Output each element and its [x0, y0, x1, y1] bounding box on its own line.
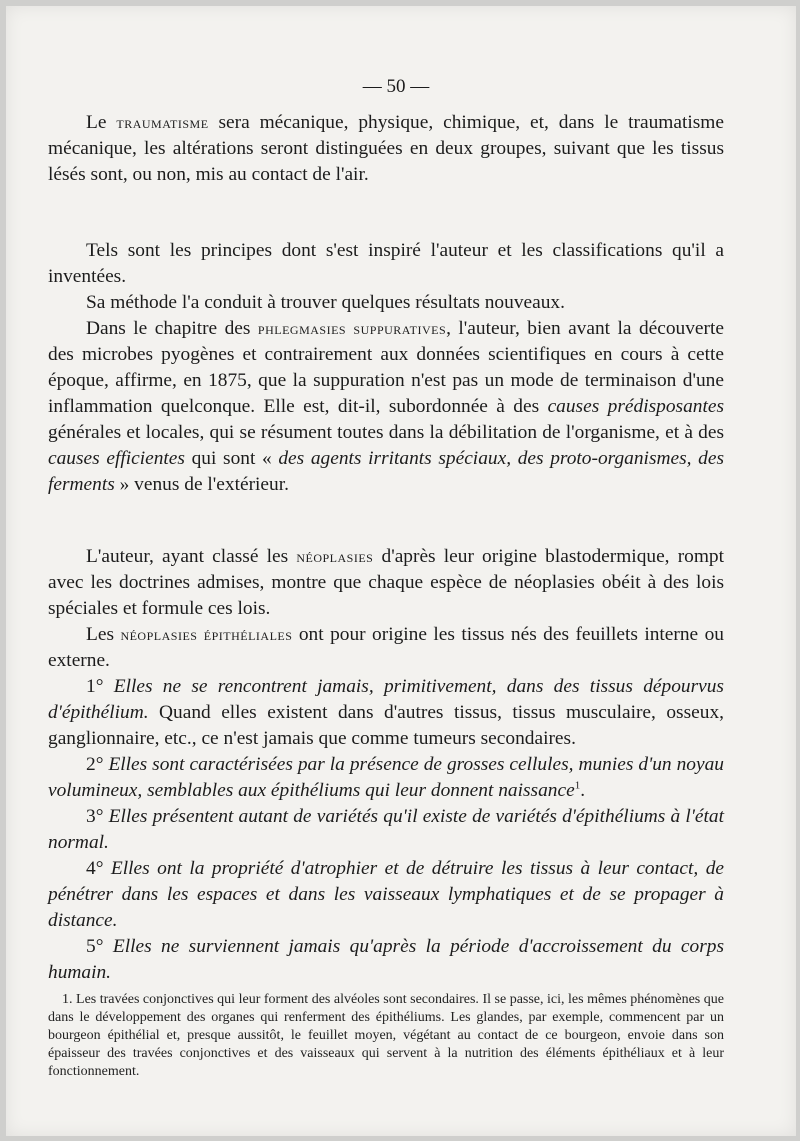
- paragraph-traumatisme: [48, 110, 724, 188]
- italic-run: Elles ne se rencontrent jamais, primitivement, dans des tissus dépourvus d'épithélium.: [48, 676, 724, 723]
- italic-run: causes prédisposantes: [547, 396, 724, 417]
- text-run: ont pour origine les tissus nés des feuillets interne ou externe.: [48, 624, 724, 671]
- italic-run: Elles sont caractérisées par la présence de grosses cellules, munies d'un noyau volumineux, semblables aux épithéliums qui leur donnent naissance: [48, 754, 724, 801]
- paragraph-principes: [48, 238, 724, 498]
- italic-run: des agents irritants spéciaux, des proto-organismes, des ferments: [48, 448, 724, 495]
- list-number: 3°: [86, 806, 109, 827]
- italic-run: causes efficientes: [48, 448, 185, 469]
- text-run: » venus de l'extérieur.: [114, 474, 289, 495]
- term-neoplasies-epitheliales: néoplasies épithéliales: [120, 625, 293, 644]
- page-number: — 50 —: [362, 76, 430, 97]
- list-number: 2°: [86, 754, 109, 775]
- footnote: 1. Les travées conjonctives qui leur forment des alvéoles sont secondaires. Il se passe, ici, les mêmes phénomènes que dans le développement des organes qui renferment des épithéliums. Les glandes, par exemple, commencent par un bourgeon épithélial et, presque aussitôt, le feuillet moyen, végétant au contact de ce bourgeon, envoie dans son épaisseur des travées conjonctives et des vaisseaux qui servent à la nutrition des éléments épithéliaux et à leur fonctionnement.: [48, 992, 724, 1079]
- footnote-ref: 1: [574, 779, 581, 792]
- text-run: qui sont «: [184, 448, 279, 469]
- text-run: , l'auteur, bien avant la découverte des microbes pyogènes et contrairement aux données scientifiques en cours à cette époque, affirme, en 1875, que la suppuration n'est pas un mode de terminaison d'une inflammation quelconque. Elle est, dit-il, subordonnée à des: [48, 318, 724, 417]
- text-run: .: [580, 780, 586, 801]
- text-run: Dans le chapitre des: [86, 318, 258, 339]
- text-run: Les: [86, 624, 121, 645]
- text-run: Le: [86, 112, 117, 133]
- text-run: d'après leur origine blastodermique, rompt avec les doctrines admises, montre que chaque espèce de néoplasies obéit à des lois spéciales et formule ces lois.: [48, 546, 725, 619]
- term-traumatisme: traumatisme: [116, 113, 209, 132]
- term-phlegmasies: phlegmasies suppuratives: [257, 319, 447, 338]
- list-number: 5°: [86, 936, 113, 957]
- document-page: [6, 6, 796, 1136]
- list-number: 1°: [86, 676, 114, 697]
- text-run: sera mécanique, physique, chimique, et, dans le traumatisme mécanique, les altérations seront distinguées en deux groupes, suivant que les tissus lésés sont, ou non, mis au contact de l'air.: [48, 112, 724, 185]
- text-principes: Tels sont les principes dont s'est inspiré l'auteur et les classifications qu'il a inventées.: [48, 240, 724, 287]
- italic-run: Elles ont la propriété d'atrophier et de détruire les tissus à leur contact, de pénétrer dans les espaces et dans les vaisseaux lymphatiques et de se propager à distance.: [48, 858, 724, 931]
- text-run: L'auteur, ayant classé les: [86, 546, 297, 567]
- text-methode: Sa méthode l'a conduit à trouver quelques résultats nouveaux.: [86, 292, 565, 313]
- italic-run: Elles ne surviennent jamais qu'après la période d'accroissement du corps humain.: [48, 936, 724, 983]
- list-number: 4°: [86, 858, 111, 879]
- italic-run: Elles présentent autant de variétés qu'il existe de variétés d'épithéliums à l'état normal.: [48, 806, 724, 853]
- text-run: Quand elles existent dans d'autres tissus, tissus musculaire, osseux, ganglionnaire, etc., ce n'est jamais que comme tumeurs secondaires.: [48, 702, 724, 749]
- paragraph-neoplasies: [48, 544, 724, 986]
- term-neoplasies: néoplasies: [296, 547, 374, 566]
- text-run: générales et locales, qui se résument toutes dans la débilitation de l'organisme, et à des: [48, 422, 724, 443]
